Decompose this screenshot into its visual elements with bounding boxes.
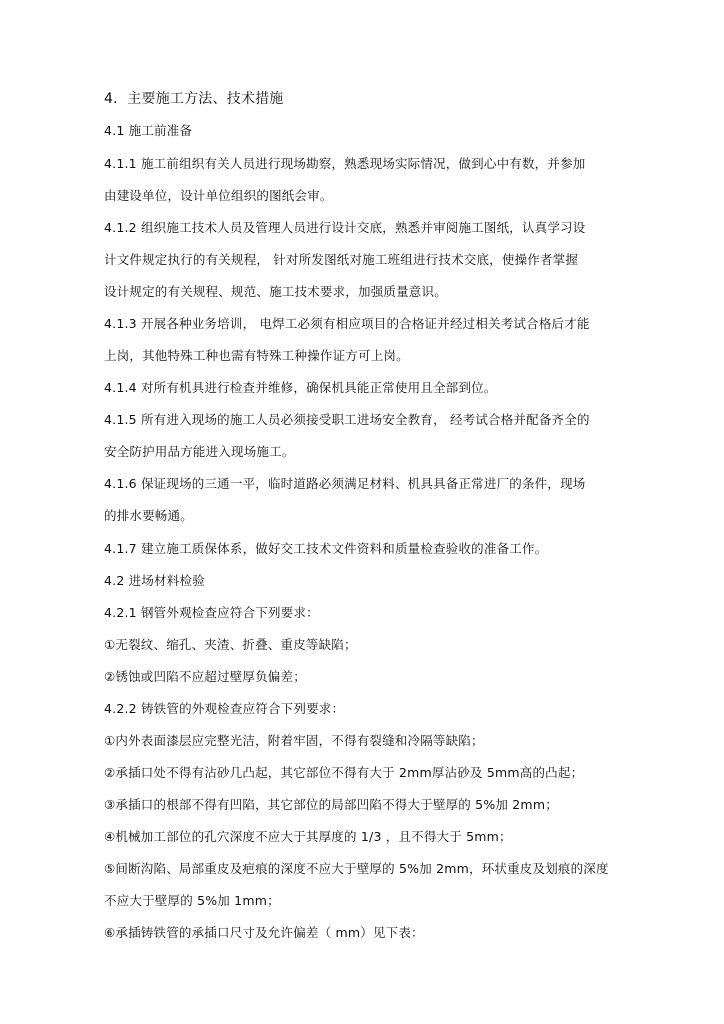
paragraph-line: 设计规定的有关规程、规范、施工技术要求，加强质量意识。 <box>104 284 447 299</box>
paragraph-line: 4.1.3 开展各种业务培训， 电焊工必须有相应项目的合格证并经过相关考试合格后才能 <box>104 316 590 331</box>
list-item: ②锈蚀或凹陷不应超过壁厚负偏差； <box>104 669 306 684</box>
paragraph-line: 计文件规定执行的有关规程， 针对所发图纸对施工班组进行技术交底，使操作者掌握 <box>104 252 579 267</box>
paragraph-line: 4.1.5 所有进入现场的施工人员必须接受职工进场安全教育， 经考试合格并配备齐全的 <box>104 412 590 427</box>
section-heading-4-2: 4.2 进场材料检验 <box>104 573 205 588</box>
list-item: 不应大于壁厚的 5%加 1mm； <box>104 893 280 908</box>
paragraph-line: 4.1.7 建立施工质保体系，做好交工技术文件资料和质量检查验收的准备工作。 <box>104 541 548 556</box>
paragraph-line: 4.1.2 组织施工技术人员及管理人员进行设计交底，熟悉并审阅施工图纸，认真学习设 <box>104 220 586 235</box>
paragraph-line: 4.1.4 对所有机具进行检查并维修，确保机具能正常使用且全部到位。 <box>104 380 497 395</box>
paragraph-line: 的排水要畅通。 <box>104 508 193 523</box>
paragraph-line: 由建设单位，设计单位组织的图纸会审。 <box>104 188 333 203</box>
paragraph-line: 4.1.1 施工前组织有关人员进行现场勘察，熟悉现场实际情况，做到心中有数，并参加 <box>104 156 586 171</box>
list-item: ④机械加工部位的孔穴深度不应大于其厚度的 1/3 ，且不得大于 5mm； <box>104 829 512 844</box>
list-item: ③承插口的根部不得有凹陷，其它部位的局部凹陷不得大于壁厚的 5%加 2mm； <box>104 797 558 812</box>
paragraph-line: 上岗，其他特殊工种也需有特殊工种操作证方可上岗。 <box>104 348 409 363</box>
list-item: ①内外表面漆层应完整光洁，附着牢固，不得有裂缝和冷隔等缺陷； <box>104 733 484 748</box>
section-heading-4-1: 4.1 施工前准备 <box>104 123 193 138</box>
list-item: ①无裂纹、缩孔、夹渣、折叠、重皮等缺陷； <box>104 637 357 652</box>
list-item: ②承插口处不得有沾砂几凸起，其它部位不得有大于 2mm厚沾砂及 5mm高的凸起； <box>104 765 584 780</box>
list-item: ⑥承插铸铁管的承插口尺寸及允许偏差（ mm）见下表： <box>104 925 424 940</box>
paragraph-line: 安全防护用品方能进入现场施工。 <box>104 444 295 459</box>
list-item: ⑤间断沟陷、局部重皮及疤痕的深度不应大于壁厚的 5%加 2mm，环状重皮及划痕的深度 <box>104 861 609 876</box>
paragraph-line: 4.2.1 钢管外观检查应符合下列要求： <box>104 605 319 620</box>
paragraph-line: 4.2.2 铸铁管的外观检查应符合下列要求： <box>104 701 345 716</box>
paragraph-line: 4.1.6 保证现场的三通一平，临时道路必须满足材料、机具具备正常进厂的条件，现场 <box>104 476 586 491</box>
section-heading-4: 4．主要施工方法、技术措施 <box>104 91 284 107</box>
